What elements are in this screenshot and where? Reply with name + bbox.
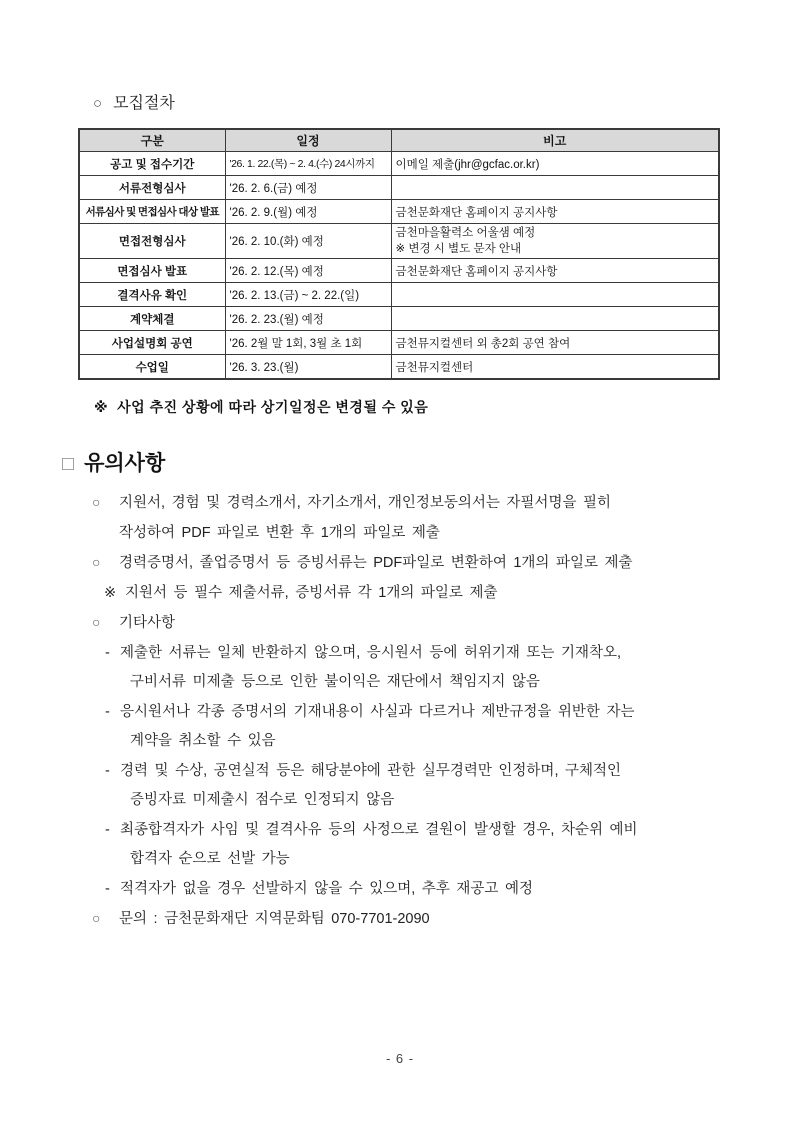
- cell-category: 결격사유 확인: [79, 283, 225, 307]
- cell-note: 금천문화재단 홈페이지 공지사항: [391, 259, 719, 283]
- cell-note: [391, 283, 719, 307]
- notice-dash-career-proof: [92, 757, 737, 787]
- cell-note: 금천문화재단 홈페이지 공지사항: [391, 200, 719, 224]
- section-heading-notes: [62, 447, 800, 477]
- table-footnote: [94, 397, 800, 417]
- cell-schedule: '26. 2. 6.(금) 예정: [225, 176, 391, 200]
- notice-text: 지원서, 경험 및 경력소개서, 자기소개서, 개인정보동의서는 자필서명을 필히: [119, 495, 611, 511]
- notice-text: 경력증명서, 졸업증명서 등 증빙서류는 PDF파일로 변환하여 1개의 파일로 제출: [119, 555, 633, 571]
- contact-text: 문의 : 금천문화재단 지역문화팀 070-7701-2090: [119, 911, 430, 927]
- table-row-class-day: [79, 355, 719, 380]
- square-bullet-icon: □: [62, 453, 75, 475]
- cell-category: 서류심사 및 면접심사 대상 발표: [79, 200, 225, 224]
- cell-category: 서류전형심사: [79, 176, 225, 200]
- circle-bullet-icon: ○: [93, 95, 103, 112]
- col-header-schedule: 일정: [225, 129, 391, 152]
- notice-dash-no-return-cont: [92, 668, 737, 698]
- cell-schedule: '26. 1. 22.(목) ~ 2. 4.(수) 24시까지: [225, 152, 391, 176]
- cell-note: 금천뮤지컬센터: [391, 355, 719, 380]
- notice-dash-vacancy: [92, 816, 737, 846]
- cell-category: 공고 및 접수기간: [79, 152, 225, 176]
- notice-text: 지원서 등 필수 제출서류, 증빙서류 각 1개의 파일로 제출: [125, 584, 498, 601]
- notice-text: 합격자 순으로 선발 가능: [130, 851, 290, 867]
- table-row-document-screening: [79, 176, 719, 200]
- section-heading-recruitment-process: [0, 0, 800, 113]
- cell-note: 금천뮤지컬센터 외 총2회 공연 참여: [391, 331, 719, 355]
- notice-dash-false-statement: [92, 698, 737, 728]
- notice-item-others: [92, 608, 737, 639]
- notice-text: 구비서류 미제출 등으로 인한 불이익은 재단에서 책임지지 않음: [130, 674, 540, 690]
- reference-mark-icon: ※: [104, 584, 117, 601]
- cell-category: 수업일: [79, 355, 225, 380]
- notice-item-application-form-cont: [92, 519, 737, 549]
- col-header-category: 구분: [79, 129, 225, 152]
- circle-bullet-icon: ○: [92, 910, 101, 926]
- notice-item-certificates: [92, 548, 737, 579]
- notice-text: 최종합격자가 사임 및 결격사유 등의 사정으로 결원이 발생할 경우, 차순위 예비: [120, 821, 638, 838]
- notice-text: 응시원서나 각종 증명서의 기재내용이 사실과 다르거나 제반규정을 위반한 자는: [120, 703, 635, 720]
- dash-bullet-icon: -: [105, 703, 110, 720]
- table-row-interview: [79, 224, 719, 259]
- table-row-contract: [79, 307, 719, 331]
- notice-item-contact: [92, 904, 737, 935]
- dash-bullet-icon: -: [105, 644, 110, 661]
- table-row-briefing-performance: [79, 331, 719, 355]
- notes-title: 유의사항: [84, 452, 166, 475]
- notice-text: 작성하여 PDF 파일로 변환 후 1개의 파일로 제출: [119, 524, 440, 541]
- table-row-disqualification-check: [79, 283, 719, 307]
- notice-subitem-file-count: [92, 579, 737, 609]
- cell-schedule: '26. 2. 12.(목) 예정: [225, 259, 391, 283]
- col-header-note: 비고: [391, 129, 719, 152]
- table-footnote-text: 사업 추진 상황에 따라 상기일정은 변경될 수 있음: [117, 399, 429, 415]
- cell-schedule: '26. 2. 23.(월) 예정: [225, 307, 391, 331]
- notice-dash-vacancy-cont: [92, 845, 737, 875]
- notice-dash-no-selection: [92, 875, 737, 905]
- dash-bullet-icon: -: [105, 880, 110, 897]
- cell-category: 사업설명회 공연: [79, 331, 225, 355]
- dash-bullet-icon: -: [105, 762, 110, 779]
- circle-bullet-icon: ○: [92, 614, 101, 630]
- notice-text: 제출한 서류는 일체 반환하지 않으며, 응시원서 등에 허위기재 또는 기재착오,: [120, 644, 622, 661]
- table-row-screening-result: [79, 200, 719, 224]
- table-header-row: [79, 129, 719, 152]
- circle-bullet-icon: ○: [92, 554, 101, 570]
- cell-schedule: '26. 2. 9.(월) 예정: [225, 200, 391, 224]
- cell-note: [391, 307, 719, 331]
- table-row-interview-result: [79, 259, 719, 283]
- cell-note: [391, 224, 719, 259]
- cell-note: 이메일 제출(jhr@gcfac.or.kr): [391, 152, 719, 176]
- cell-note-line-2: ※ 변경 시 별도 문자 안내: [395, 243, 522, 255]
- cell-schedule: '26. 2월 말 1회, 3월 초 1회: [225, 331, 391, 355]
- cell-schedule: '26. 2. 10.(화) 예정: [225, 224, 391, 259]
- notice-text: 기타사항: [119, 615, 176, 631]
- cell-category: 계약체결: [79, 307, 225, 331]
- reference-mark-icon: ※: [94, 399, 109, 415]
- notice-item-application-form: [92, 488, 737, 519]
- notice-text: 적격자가 없을 경우 선발하지 않을 수 있으며, 추후 재공고 예정: [120, 880, 533, 897]
- notice-dash-career-proof-cont: [92, 786, 737, 816]
- section-title: 모집절차: [113, 95, 175, 112]
- cell-schedule: '26. 2. 13.(금) ~ 2. 22.(일): [225, 283, 391, 307]
- cell-category: 면접심사 발표: [79, 259, 225, 283]
- notice-dash-false-statement-cont: [92, 727, 737, 757]
- notice-text: 경력 및 수상, 공연실적 등은 해당분야에 관한 실무경력만 인정하며, 구체적인: [120, 762, 622, 779]
- notice-text: 증빙자료 미제출시 점수로 인정되지 않음: [130, 792, 395, 808]
- notes-list: [92, 488, 737, 935]
- cell-schedule: '26. 3. 23.(월): [225, 355, 391, 380]
- notice-dash-no-return: [92, 639, 737, 669]
- schedule-table: [78, 128, 720, 380]
- cell-note-line-1: 금천마을활력소 어울샘 예정: [395, 227, 536, 239]
- table-row-announcement: [79, 152, 719, 176]
- dash-bullet-icon: -: [105, 821, 110, 838]
- circle-bullet-icon: ○: [92, 494, 101, 510]
- cell-note: [391, 176, 719, 200]
- page-number: - 6 -: [385, 1051, 415, 1066]
- cell-category: 면접전형심사: [79, 224, 225, 259]
- notice-text: 계약을 취소할 수 있음: [130, 733, 276, 749]
